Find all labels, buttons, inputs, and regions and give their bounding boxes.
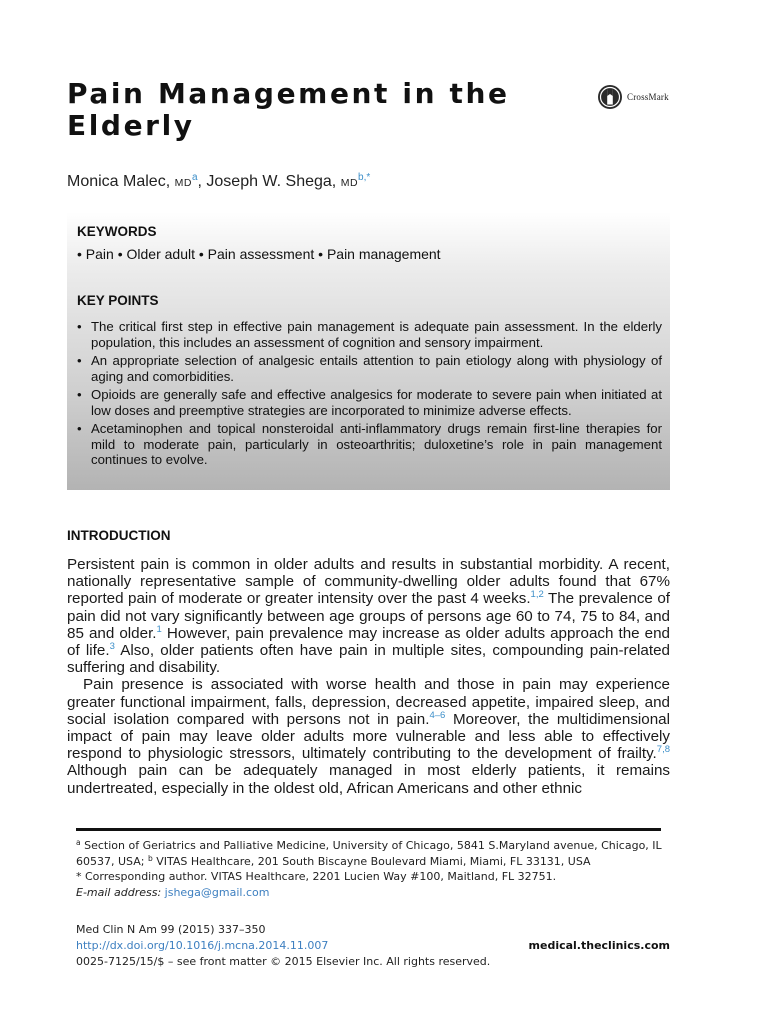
affiliation-ref[interactable]: b,* bbox=[358, 172, 371, 183]
crossmark-icon bbox=[597, 84, 623, 110]
doi-link[interactable]: http://dx.doi.org/10.1016/j.mcna.2014.11.007 bbox=[76, 939, 329, 952]
abstract-box bbox=[67, 212, 670, 490]
copyright-line: 0025-7125/15/$ – see front matter © 2015 Elsevier Inc. All rights reserved. bbox=[76, 955, 491, 968]
key-point-text: The critical first step in effective pain management is adequate pain assessment. In the elderly population, this includes an assessment of cognition and sensory impairment. bbox=[91, 319, 662, 350]
journal-citation: Med Clin N Am 99 (2015) 337–350 bbox=[76, 923, 266, 936]
paragraph-text: Moreover, the multidimensional impact of pain may leave older adults more vulnerable and less able to effectively respond to physiologic stressors, ultimately contributing to the development of frailty. bbox=[67, 710, 670, 763]
email-link[interactable]: jshega@gmail.com bbox=[164, 885, 270, 899]
crossmark-label: CrossMark bbox=[627, 92, 669, 102]
paragraph-text: However, pain prevalence may increase as older adults approach the end of life. bbox=[67, 624, 670, 660]
affiliation-text: Section of Geriatrics and Palliative Medicine, University of Chicago, 5841 S.Maryland avenue, Chicago, IL 60537, USA; bbox=[76, 839, 662, 868]
affiliation-mark: a bbox=[76, 838, 81, 847]
journal-site-link[interactable]: medical.theclinics.com bbox=[528, 939, 670, 952]
key-point-item bbox=[77, 421, 662, 468]
introduction-body bbox=[67, 556, 670, 797]
paragraph-text: Pain presence is associated with worse health and those in pain may experience greater functional impairment, falls, depression, decreased appetite, impaired sleep, and social isolation compared with persons not in pain. bbox=[67, 676, 670, 728]
key-point-text: Opioids are generally safe and effective analgesics for moderate to severe pain when initiated at low doses and preemptive strategies are incorporated to minimize adverse effects. bbox=[91, 387, 662, 418]
keywords-heading: KEYWORDS bbox=[77, 224, 157, 239]
citation-ref[interactable]: 7,8 bbox=[656, 744, 670, 756]
key-point-item bbox=[77, 387, 662, 418]
article-title: Pain Management in the Elderly bbox=[67, 77, 510, 142]
email-label: E-mail address: bbox=[76, 885, 162, 899]
paragraph-text: Persistent pain is common in older adults and results in substantial morbidity. A recent, nationally representative sample of community-dwelling older adults found that 67% reported pain of moderate or greater intensity over the past 4 weeks. bbox=[67, 556, 670, 608]
key-point-text: Acetaminophen and topical nonsteroidal anti-inflammatory drugs remain first-line therapies for mild to moderate pain, particularly in osteoarthritis; duloxetine’s role in pain management continues to evolve. bbox=[91, 421, 662, 467]
key-point-item bbox=[77, 353, 662, 384]
corresponding-author: * Corresponding author. VITAS Healthcare, 2201 Lucien Way #100, Maitland, FL 32751. bbox=[76, 870, 557, 883]
author-separator: , bbox=[197, 173, 207, 190]
citation-ref[interactable]: 4–6 bbox=[429, 709, 446, 721]
journal-info bbox=[76, 922, 670, 970]
bullet: • bbox=[77, 353, 82, 368]
author-name: Joseph W. Shega, bbox=[206, 173, 341, 190]
bullet: • bbox=[77, 319, 82, 334]
section-heading: INTRODUCTION bbox=[67, 528, 171, 543]
paragraph bbox=[67, 676, 670, 796]
affiliation-mark: b bbox=[147, 853, 153, 863]
key-point-text: An appropriate selection of analgesic entails attention to pain etiology along with physiology of aging and comorbidities. bbox=[91, 353, 662, 384]
key-points-list bbox=[77, 319, 662, 471]
affiliation-text: VITAS Healthcare, 201 South Biscayne Boulevard Miami, Miami, FL 33131, USA bbox=[152, 854, 591, 868]
author-degree: MD bbox=[340, 177, 359, 189]
footnotes bbox=[76, 838, 666, 900]
footnote-divider bbox=[76, 828, 661, 831]
email-line bbox=[76, 885, 666, 901]
paragraph-text: Although pain can be adequately managed in most elderly patients, it remains undertreated, especially in the oldest old, African Americans and other ethnic bbox=[67, 762, 670, 797]
affiliation-ref[interactable]: a bbox=[191, 172, 198, 183]
paragraph-text: Also, older patients often have pain in multiple sites, compounding pain-related suffering and disability. bbox=[67, 642, 670, 677]
author-name: Monica Malec, bbox=[67, 173, 175, 190]
bullet: • bbox=[77, 421, 82, 436]
paragraph-text: The prevalence of pain did not vary significantly between age groups of persons age 60 to 74, 75 to 84, and 85 and older. bbox=[67, 590, 670, 642]
author-degree: MD bbox=[174, 177, 192, 189]
keywords-list: • Pain • Older adult • Pain assessment • Pain management bbox=[77, 246, 441, 262]
paragraph bbox=[67, 556, 670, 676]
citation-ref[interactable]: 3 bbox=[109, 641, 115, 653]
citation-ref[interactable]: 1,2 bbox=[530, 589, 544, 601]
key-points-heading: KEY POINTS bbox=[77, 293, 159, 308]
bullet: • bbox=[77, 387, 82, 402]
citation-ref[interactable]: 1 bbox=[156, 623, 162, 635]
crossmark-badge[interactable] bbox=[597, 84, 669, 110]
key-point-item bbox=[77, 319, 662, 350]
affiliations bbox=[76, 838, 666, 869]
author-list bbox=[67, 173, 370, 191]
